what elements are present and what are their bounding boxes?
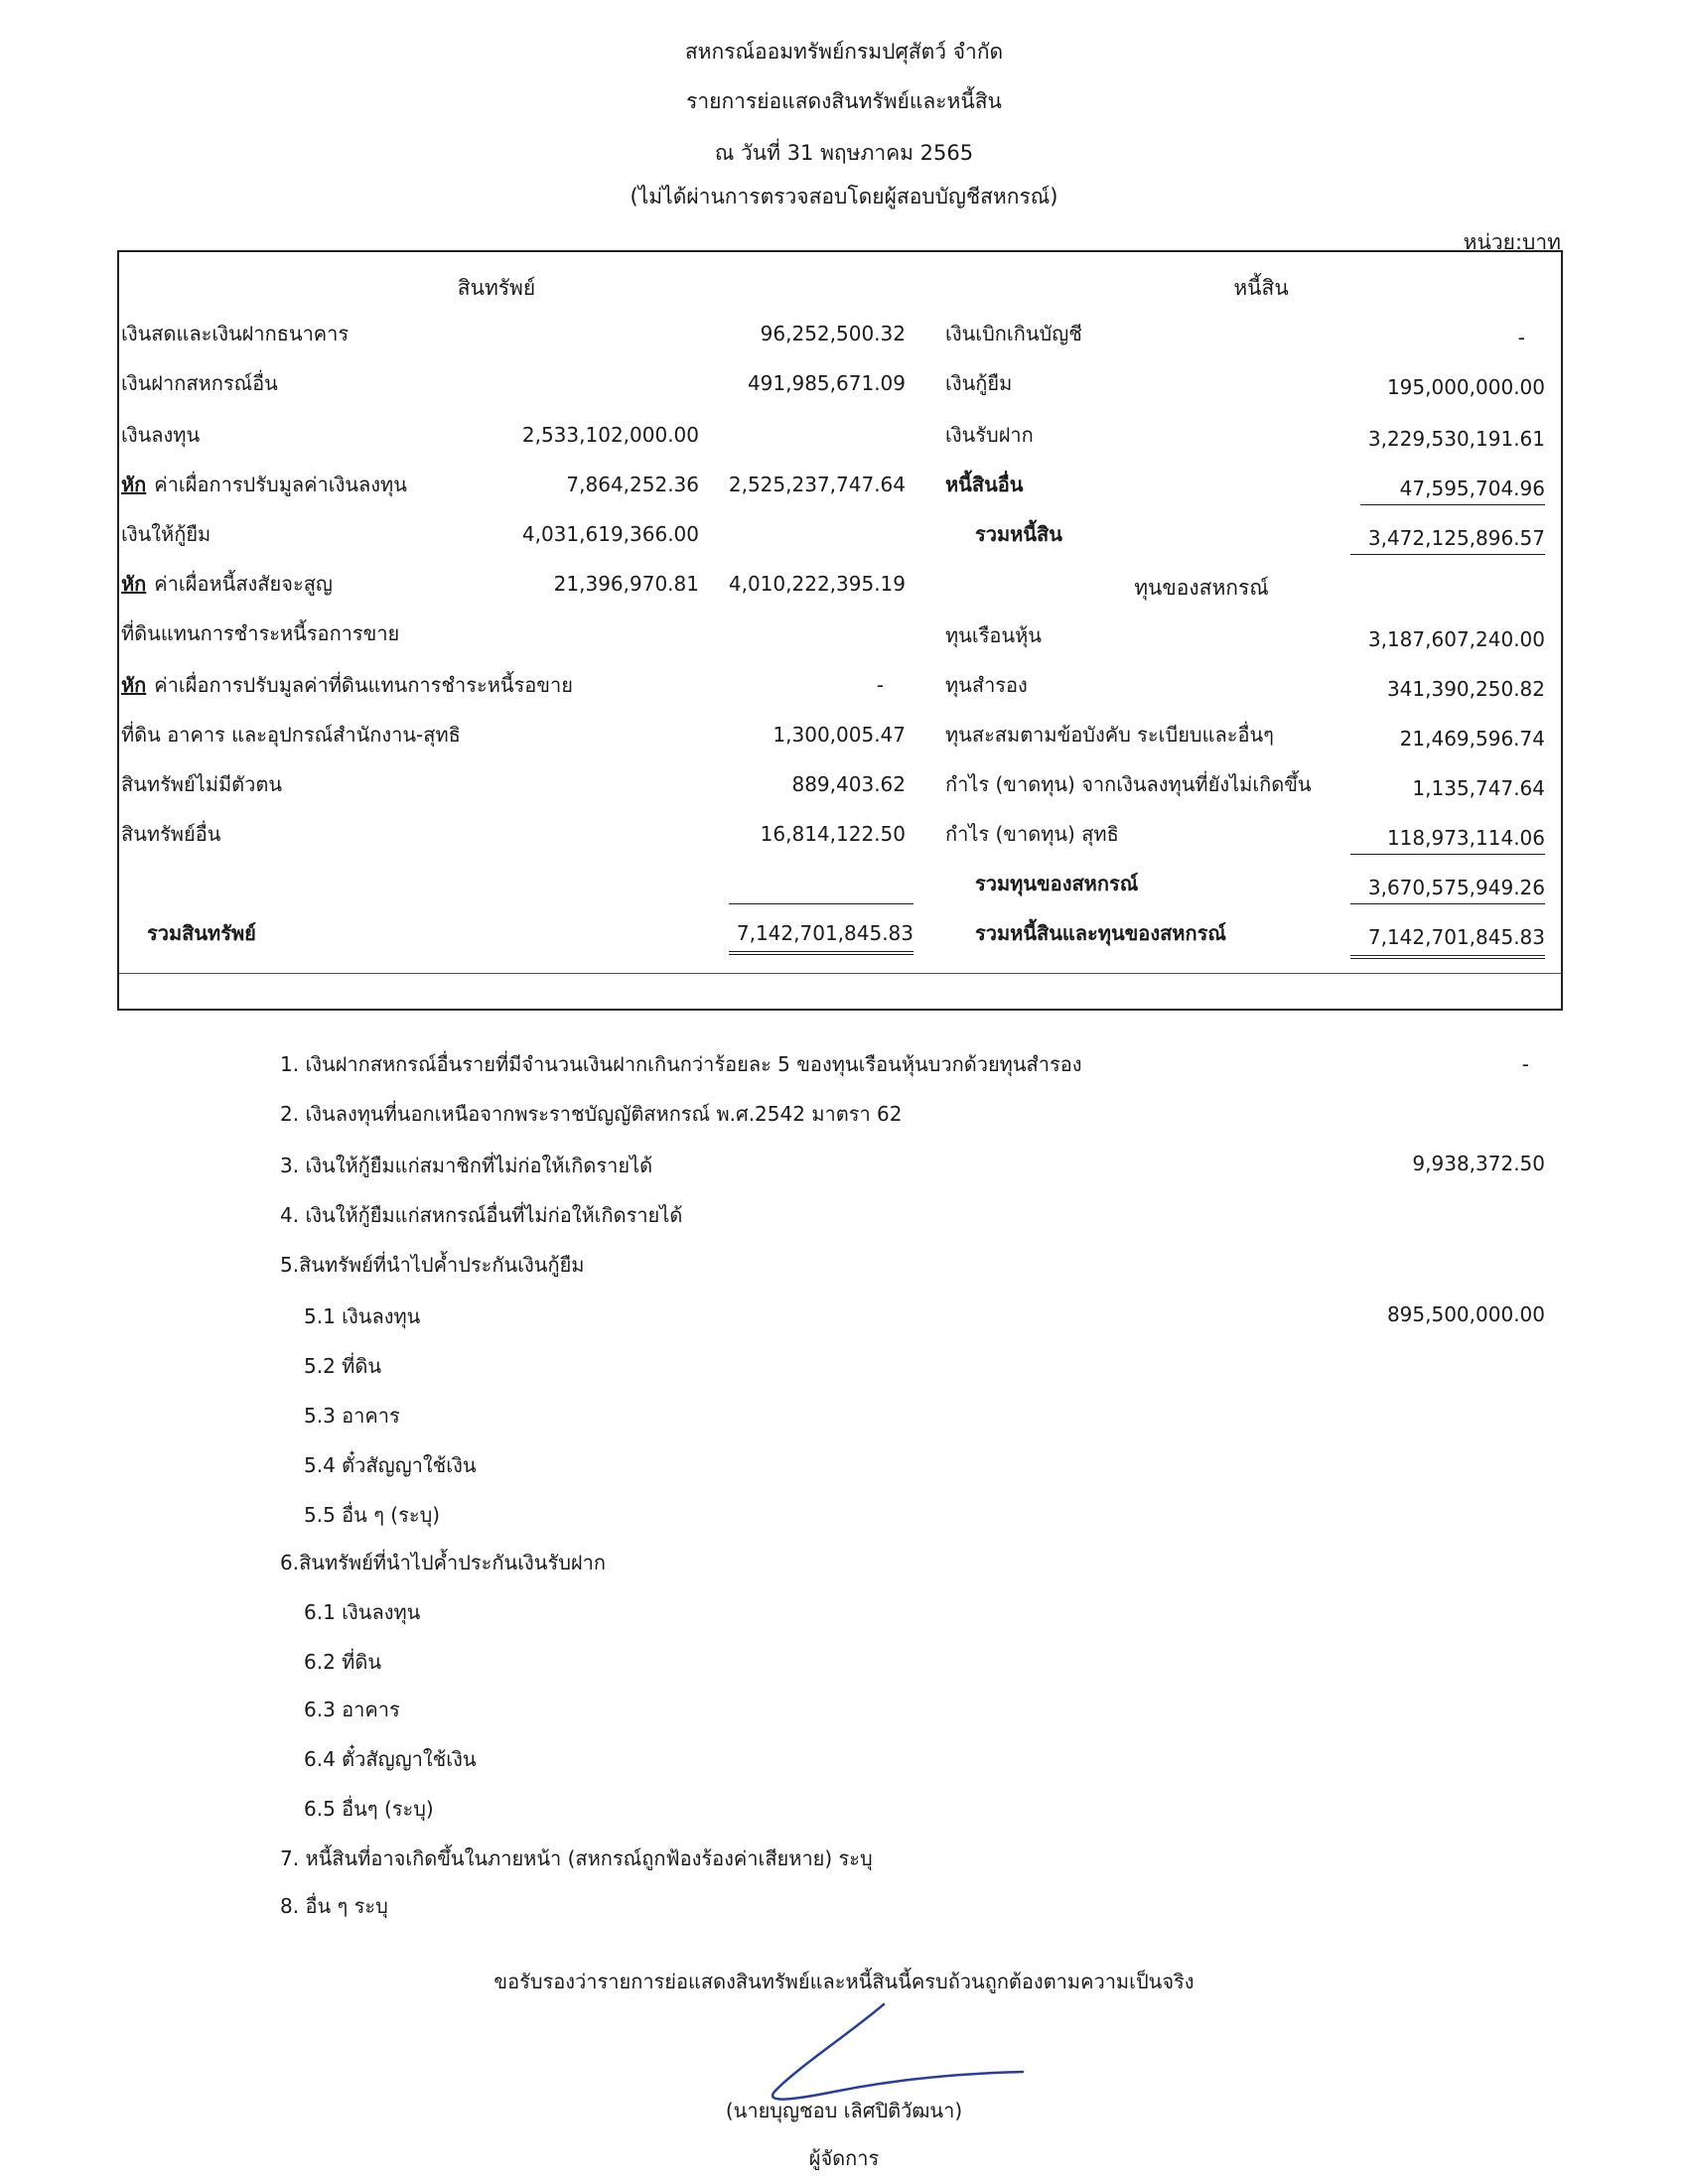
org-name: สหกรณ์ออมทรัพย์กรมปศุสัตว์ จำกัด xyxy=(684,40,1004,64)
foreclosed-allowance-row xyxy=(121,671,573,699)
investment-allowance-value: 7,864,252.36 xyxy=(566,473,699,496)
certification-text: ขอรับรองว่ารายการย่อแสดงสินทรัพย์และหนี้สินนี้ครบถ้วนถูกต้องตามความเป็นจริง xyxy=(493,1970,1195,1993)
borrowings-label: เงินกู้ยืม xyxy=(945,371,1013,395)
unrealized-gain-label: กำไร (ขาดทุน) จากเงินลงทุนที่ยังไม่เกิดขึ้น xyxy=(945,772,1312,796)
coop-deposit-value: 491,985,671.09 xyxy=(747,371,906,395)
note-6-3: 6.3 อาคาร xyxy=(304,1698,400,1721)
note-6: 6.สินทรัพย์ที่นำไปค้ำประกันเงินรับฝาก xyxy=(280,1551,606,1574)
doubtful-label: ค่าเผื่อหนี้สงสัยจะสูญ xyxy=(154,572,333,596)
unit-label: หน่วย:บาท xyxy=(1463,230,1561,254)
signatory-title: ผู้จัดการ xyxy=(808,2146,880,2170)
other-assets-value: 16,814,122.50 xyxy=(760,822,906,846)
loans-label: เงินให้กู้ยืม xyxy=(121,522,211,546)
assets-heading: สินทรัพย์ xyxy=(457,276,536,300)
foreclosed-net: - xyxy=(876,673,884,697)
foreclosed-allowance-label: ค่าเผื่อการปรับมูลค่าที่ดินแทนการชำระหนี้รอขาย xyxy=(154,673,573,697)
overdraft-label: เงินเบิกเกินบัญชี xyxy=(945,322,1082,345)
overdraft-value: - xyxy=(1517,326,1525,349)
doubtful-value: 21,396,970.81 xyxy=(553,572,699,596)
assets-subtotal-rule xyxy=(729,903,914,904)
loans-gross: 4,031,619,366.00 xyxy=(521,522,699,546)
coop-deposit-label: เงินฝากสหกรณ์อื่น xyxy=(121,371,278,395)
report-title: รายการย่อแสดงสินทรัพย์และหนี้สิน xyxy=(686,89,1002,113)
audit-note: (ไม่ได้ผ่านการตรวจสอบโดยผู้สอบบัญชีสหกรณ์) xyxy=(630,185,1058,208)
total-liabilities-value: 3,472,125,896.57 xyxy=(1350,524,1545,555)
total-assets-label: รวมสินทรัพย์ xyxy=(147,921,256,945)
note-5-4: 5.4 ตั๋วสัญญาใช้เงิน xyxy=(304,1453,477,1477)
table-bottom-rule xyxy=(119,973,1561,974)
cash-label: เงินสดและเงินฝากธนาคาร xyxy=(121,322,350,345)
note-6-2: 6.2 ที่ดิน xyxy=(304,1650,382,1674)
investment-allowance-label: ค่าเผื่อการปรับมูลค่าเงินลงทุน xyxy=(154,473,407,496)
note-6-4: 6.4 ตั๋วสัญญาใช้เงิน xyxy=(304,1747,477,1771)
intangible-label: สินทรัพย์ไม่มีตัวตน xyxy=(121,772,283,796)
total-assets-value: 7,142,701,845.83 xyxy=(729,919,914,955)
unrealized-gain-value: 1,135,747.64 xyxy=(1412,776,1545,800)
accumulated-fund-value: 21,469,596.74 xyxy=(1399,727,1545,751)
equity-heading: ทุนของสหกรณ์ xyxy=(1134,576,1269,600)
note-6-5: 6.5 อื่นๆ (ระบุ) xyxy=(304,1797,434,1821)
note-5-2: 5.2 ที่ดิน xyxy=(304,1354,382,1378)
less-label: หัก xyxy=(121,572,147,596)
net-profit-label: กำไร (ขาดทุน) สุทธิ xyxy=(945,822,1119,846)
note-3-value: 9,938,372.50 xyxy=(1412,1152,1545,1175)
net-profit-value: 118,973,114.06 xyxy=(1350,824,1545,855)
investment-label: เงินลงทุน xyxy=(121,423,201,447)
deposits-label: เงินรับฝาก xyxy=(945,423,1034,447)
investment-allowance-row xyxy=(121,471,407,498)
less-label: หัก xyxy=(121,473,147,496)
investment-net: 2,525,237,747.64 xyxy=(728,473,906,496)
share-capital-label: ทุนเรือนหุ้น xyxy=(945,623,1042,647)
signature-image xyxy=(735,2000,1033,2110)
liabilities-heading: หนี้สิน xyxy=(1233,276,1289,300)
reserve-label: ทุนสำรอง xyxy=(945,673,1028,697)
less-label: หัก xyxy=(121,673,147,697)
foreclosed-label: ที่ดินแทนการชำระหนี้รอการขาย xyxy=(121,621,400,645)
note-5-3: 5.3 อาคาร xyxy=(304,1404,400,1428)
borrowings-value: 195,000,000.00 xyxy=(1386,375,1545,399)
note-6-1: 6.1 เงินลงทุน xyxy=(304,1600,421,1624)
grand-total-value: 7,142,701,845.83 xyxy=(1350,923,1545,959)
note-4: 4. เงินให้กู้ยืมแก่สหกรณ์อื่นที่ไม่ก่อให้เกิดรายได้ xyxy=(280,1203,683,1227)
note-1-value: - xyxy=(1521,1052,1529,1076)
note-2: 2. เงินลงทุนที่นอกเหนือจากพระราชบัญญัติสหกรณ์ พ.ศ.2542 มาตรา 62 xyxy=(280,1102,903,1126)
other-liabilities-value: 47,595,704.96 xyxy=(1360,475,1545,505)
note-5-1-value: 895,500,000.00 xyxy=(1386,1302,1545,1326)
note-5-1: 5.1 เงินลงทุน xyxy=(304,1304,421,1328)
deposits-value: 3,229,530,191.61 xyxy=(1367,427,1545,451)
accumulated-fund-label: ทุนสะสมตามข้อบังคับ ระเบียบและอื่นๆ xyxy=(945,723,1274,747)
loans-net: 4,010,222,395.19 xyxy=(728,572,906,596)
note-8: 8. อื่น ๆ ระบุ xyxy=(280,1894,388,1918)
cash-value: 96,252,500.32 xyxy=(760,322,906,345)
note-5-5: 5.5 อื่น ๆ (ระบุ) xyxy=(304,1503,441,1527)
other-assets-label: สินทรัพย์อื่น xyxy=(121,822,221,846)
note-1: 1. เงินฝากสหกรณ์อื่นรายที่มีจำนวนเงินฝากเกินกว่าร้อยละ 5 ของทุนเรือนหุ้นบวกด้วยทุนสำรอง xyxy=(280,1052,1082,1076)
reserve-value: 341,390,250.82 xyxy=(1386,677,1545,701)
signatory-name: (นายบุญชอบ เลิศปิติวัฒนา) xyxy=(725,2099,963,2122)
ppe-label: ที่ดิน อาคาร และอุปกรณ์สำนักงาน-สุทธิ xyxy=(121,723,461,747)
report-date: ณ วันที่ 31 พฤษภาคม 2565 xyxy=(714,141,974,165)
investment-gross: 2,533,102,000.00 xyxy=(521,423,699,447)
grand-total-label: รวมหนี้สินและทุนของสหกรณ์ xyxy=(975,921,1226,945)
other-liabilities-label: หนี้สินอื่น xyxy=(945,473,1024,496)
note-3: 3. เงินให้กู้ยืมแก่สมาชิกที่ไม่ก่อให้เกิดรายได้ xyxy=(280,1154,653,1177)
note-7: 7. หนี้สินที่อาจเกิดขึ้นในภายหน้า (สหกรณ์ถูกฟ้องร้องค่าเสียหาย) ระบุ xyxy=(280,1846,873,1870)
total-equity-label: รวมทุนของสหกรณ์ xyxy=(975,872,1139,895)
total-equity-value: 3,670,575,949.26 xyxy=(1350,874,1545,904)
intangible-value: 889,403.62 xyxy=(791,772,906,796)
total-liabilities-label: รวมหนี้สิน xyxy=(975,522,1062,546)
note-5: 5.สินทรัพย์ที่นำไปค้ำประกันเงินกู้ยืม xyxy=(280,1253,585,1277)
share-capital-value: 3,187,607,240.00 xyxy=(1367,627,1545,651)
doubtful-row xyxy=(121,570,333,598)
ppe-value: 1,300,005.47 xyxy=(773,723,906,747)
